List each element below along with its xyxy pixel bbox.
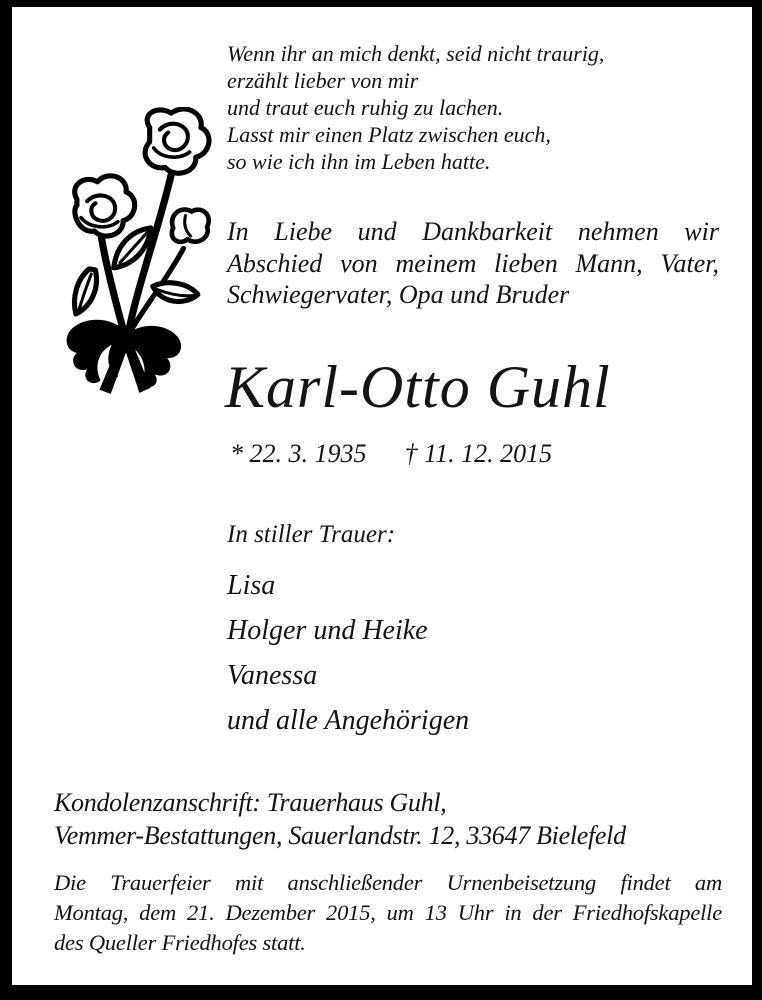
rose-bouquet-drawing — [28, 107, 216, 399]
farewell-line: Schwiegervater, Opa und Bruder — [227, 280, 570, 309]
condolence-line: Vemmer-Bestattungen, Sauerlandstr. 12, 33647 Bielefeld — [54, 821, 626, 850]
funeral-line: Die Trauerfeier mit anschließender Urnenbeisetzung findet am — [54, 870, 722, 895]
notice-content — [12, 7, 752, 985]
poem-line: erzählt lieber von mir — [227, 68, 419, 93]
memorial-poem — [227, 40, 604, 175]
funeral-details — [54, 868, 722, 958]
rose-bouquet-icon — [28, 107, 216, 399]
farewell-line: Abschied von meinem lieben Mann, Vater, — [227, 248, 719, 278]
deceased-name: Karl-Otto Guhl — [225, 354, 611, 420]
mourner-name: Lisa — [227, 570, 276, 601]
birth-date: * 22. 3. 1935 — [230, 439, 367, 468]
mourner-name: Holger und Heike — [227, 615, 428, 646]
funeral-line: Montag, dem 21. Dezember 2015, um 13 Uhr in der Friedhofskapelle — [54, 900, 722, 925]
life-dates — [230, 439, 552, 469]
poem-line: Wenn ihr an mich denkt, seid nicht traurig, — [227, 41, 605, 66]
mourners-list — [227, 563, 469, 743]
condolence-address — [54, 786, 626, 852]
farewell-line: In Liebe und Dankbarkeit nehmen wir — [227, 217, 719, 246]
mourning-label: In stiller Trauer: — [227, 521, 396, 548]
poem-line: Lasst mir einen Platz zwischen euch, — [227, 122, 551, 147]
condolence-line: Kondolenzanschrift: Trauerhaus Guhl, — [54, 788, 447, 817]
mourner-name: und alle Angehörigen — [227, 705, 470, 736]
poem-line: so wie ich ihn im Leben hatte. — [227, 149, 491, 174]
mourner-name: Vanessa — [227, 660, 318, 691]
farewell-text — [227, 216, 719, 311]
poem-line: und traut euch ruhig zu lachen. — [227, 95, 504, 120]
funeral-line: des Queller Friedhofes statt. — [54, 930, 306, 955]
death-date: † 11. 12. 2015 — [404, 439, 553, 468]
